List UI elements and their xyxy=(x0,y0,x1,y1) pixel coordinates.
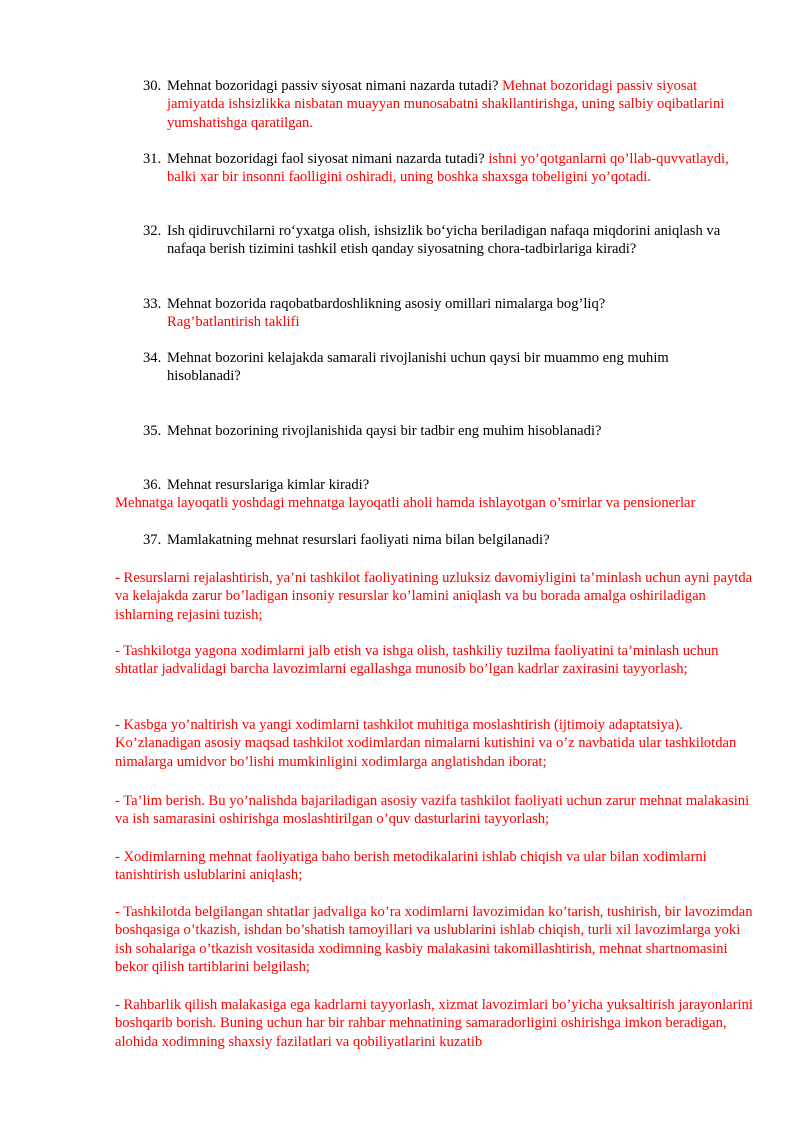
question-number: 33. xyxy=(143,296,162,312)
question-33 xyxy=(143,295,743,332)
question-number: 32. xyxy=(143,223,162,239)
answer-37-item-5: - Xodimlarning mehnat faoliyatiga baho berish metodikalarini ishlab chiqish va ular bilan xodimlarni tanishtirish uslublarini aniqlash; xyxy=(115,849,707,884)
answer-37-item-1: - Resurslarni rejalashtirish, ya’ni tashkilot faoliyatining uzluksiz davomiyligini ta’minlash uchun ayni paytda va kelajakda zarur bo’ladigan insoniy resurslar ko’lamini aniqlash va bu borada amalga oshiriladigan ishlarning rejasini tuzish; xyxy=(115,570,753,623)
question-35 xyxy=(143,422,743,440)
question-text: Mehnat resurslariga kimlar kiradi? xyxy=(167,477,370,493)
answer-37-item-6: - Tashkilotda belgilangan shtatlar jadvaliga ko’ra xodimlarni lavozimidan ko’tarish, tushirish, bir lavozimdan boshqasiga o’tkazish, ishdan bo’shatish tamoyillari va uslublarini ishlab chiqish, turli xil lavozimlarga yoki ish sohalariga o’tkazish vositasida xodimning kasbiy malakasini takomillashtirish, mehnat shartnomasini bekor qilish tartiblarini belgilash; xyxy=(115,904,753,976)
question-text: Mehnat bozoridagi passiv siyosat nimani nazarda tutadi? xyxy=(167,78,499,94)
answer-37-item-7: - Rahbarlik qilish malakasiga ega kadrlarni tayyorlash, xizmat lavozimlari bo’yicha yuksaltirish jarayonlarini boshqarib borish. Buning uchun har bir rahbar mehnatining samaradorligini oshirishga imkon beradigan, alohida xodimning shaxsiy fazilatlari va qobiliyatlarini kuzatib xyxy=(115,997,753,1050)
answer-37-item-3: - Kasbga yo’naltirish va yangi xodimlarni tashkilot muhitiga moslashtirish (ijtimoiy adaptatsiya). Ko’zlanadigan asosiy maqsad tashkilot xodimlardan nimalarni kutishini va o’z navbatida ular tashkilotdan nimalarga umidvor bo’lishi mumkinligini xodimlarga anglatishdan iborat; xyxy=(115,717,737,770)
question-text: Mehnat bozorini kelajakda samarali rivojlanishi uchun qaysi bir muammo eng muhim hisoblanadi? xyxy=(167,350,669,385)
answer-37-item-4: - Ta’lim berish. Bu yo’nalishda bajariladigan asosiy vazifa tashkilot faoliyati uchun zarur mehnat malakasini va ish samarasini oshirishga moslashtirilgan o’quv dasturlarini tayyorlash; xyxy=(115,793,750,828)
answer-36: Mehnatga layoqatli yoshdagi mehnatga layoqatli aholi hamda ishlayotgan o’smirlar va pensionerlar xyxy=(115,495,696,511)
question-number: 34. xyxy=(143,350,162,366)
question-number: 30. xyxy=(143,78,162,94)
question-number: 37. xyxy=(143,532,162,548)
question-37 xyxy=(143,531,743,549)
question-36 xyxy=(143,476,743,494)
question-34 xyxy=(143,349,743,386)
question-text: Mehnat bozoridagi faol siyosat nimani nazarda tutadi? xyxy=(167,151,485,167)
question-32 xyxy=(143,222,743,259)
question-number: 35. xyxy=(143,423,162,439)
question-text: Mehnat bozorida raqobatbardoshlikning asosiy omillari nimalarga bog’liq? xyxy=(167,296,606,312)
answer-37-item-2: - Tashkilotga yagona xodimlarni jalb etish va ishga olish, tashkiliy tuzilma faoliyatini ta’minlash uchun shtatlar jadvalidagi barcha lavozimlarni egallashga munosib bo’lgan kadrlar zaxirasini tayyorlash; xyxy=(115,643,719,678)
question-number: 36. xyxy=(143,477,162,493)
answer-text: ishni yo’qotganlarni qo’llab-quvvatlaydi, balki xar bir insonni faolligini oshiradi, uning boshka shaxsga tobeligini yo’qotadi. xyxy=(167,151,729,186)
question-number: 31. xyxy=(143,151,162,167)
question-text: Mehnat bozorining rivojlanishida qaysi bir tadbir eng muhim hisoblanadi? xyxy=(167,423,602,439)
question-31 xyxy=(143,150,743,187)
question-text: Mamlakatning mehnat resurslari faoliyati nima bilan belgilanadi? xyxy=(167,532,550,548)
answer-text: Rag’batlantirish taklifi xyxy=(167,314,300,331)
answer-text: Mehnat bozoridagi passiv siyosat jamiyatda ishsizlikka nisbatan muayyan munosabatni shakllantirishga, uning salbiy oqibatlarini yumshatishga qaratilgan. xyxy=(167,78,725,131)
question-30 xyxy=(143,77,743,132)
question-text: Ish qidiruvchilarni ro‘yxatga olish, ishsizlik bo‘yicha beriladigan nafaqa miqdorini aniqlash va nafaqa berish tizimini tashkil etish qanday siyosatning chora-tadbirlariga kiradi? xyxy=(167,223,721,258)
